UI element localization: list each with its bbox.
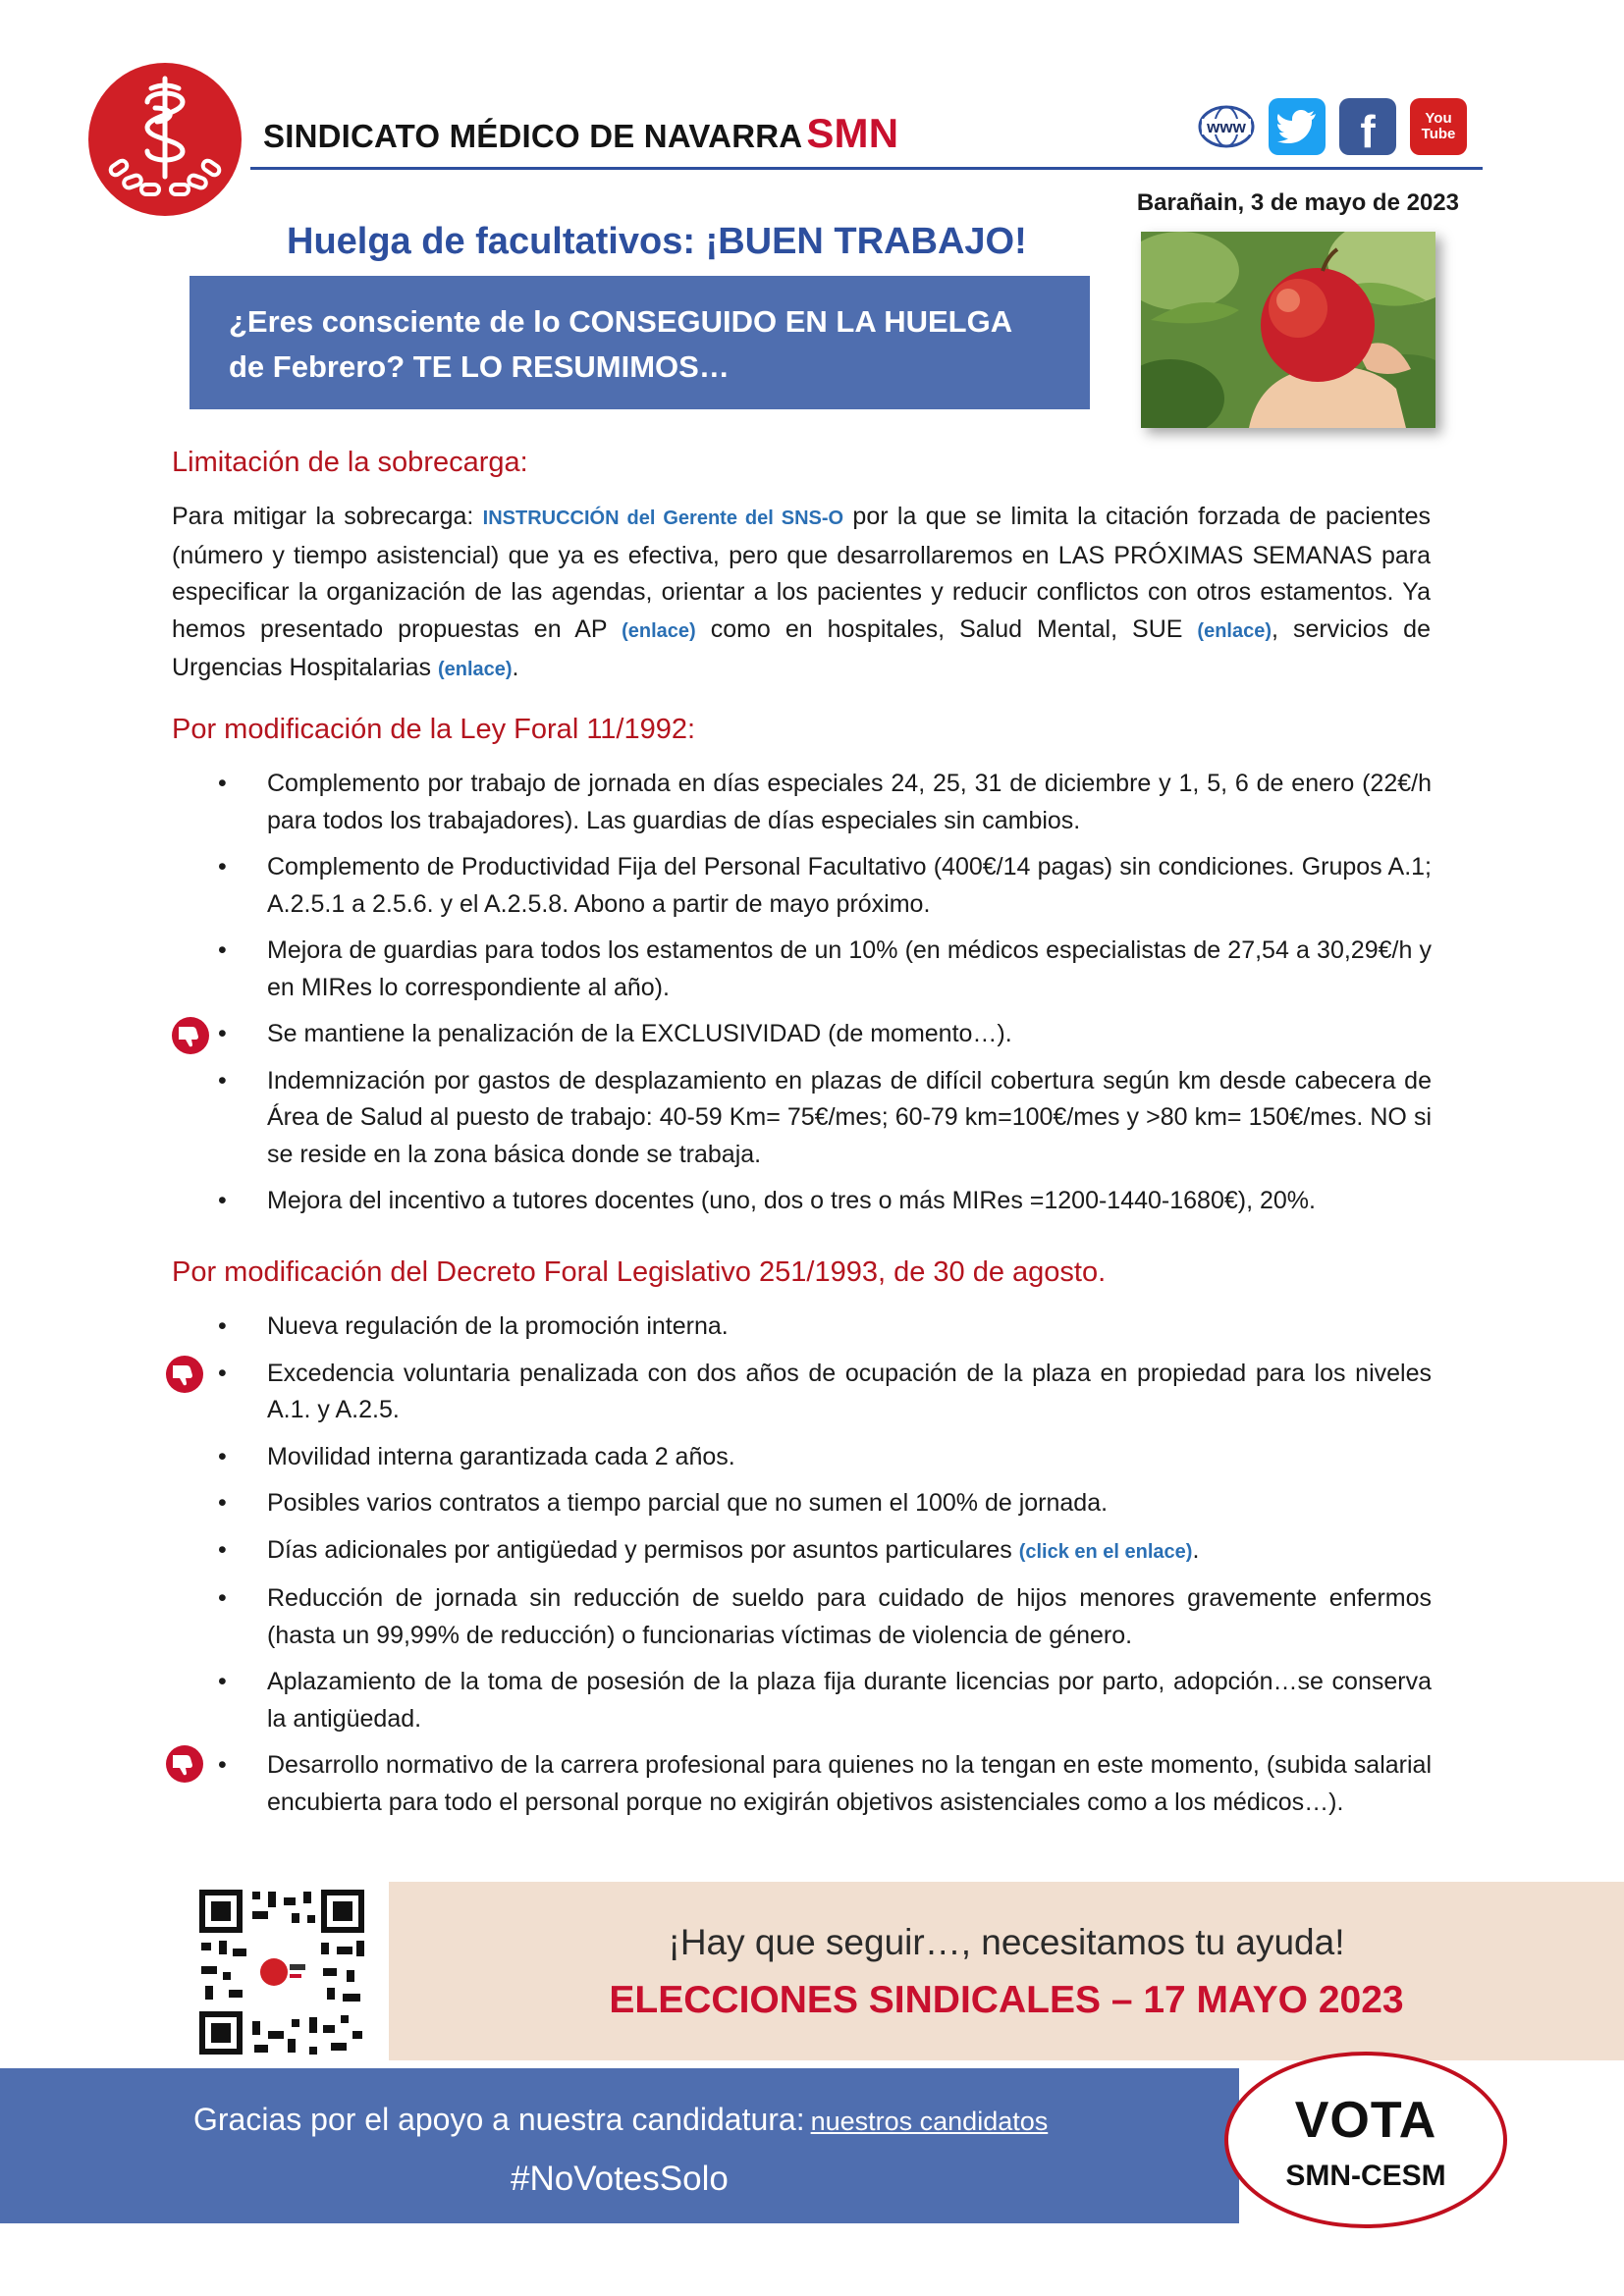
list-item: • Excedencia voluntaria penalizada con dos años de ocupación de la plaza en propiedad para los niveles A.1. y A.2.5.	[218, 1359, 1432, 1423]
vote-label: VOTA	[1294, 2092, 1437, 2149]
smn-logo	[86, 61, 244, 218]
list-item-text: Complemento por trabajo de jornada en días especiales 24, 25, 31 de diciembre y 1, 5, 6 de enero (22€/h para todos los trabajadores). Las guardias de días especiales sin cambios.	[267, 770, 1432, 834]
ley-foral-list	[218, 766, 1432, 1230]
section-heading-ley-foral: Por modificación de la Ley Foral 11/1992:	[172, 714, 696, 745]
thumbs-down-icon	[171, 1016, 210, 1055]
section-heading-overload: Limitación de la sobrecarga:	[172, 447, 528, 478]
footer-bar	[0, 2068, 1239, 2223]
list-item: • Complemento de Productividad Fija del Personal Facultativo (400€/14 pagas) sin condiciones. Grupos A.1; A.2.5.1 a 2.5.6. y el A.2.5.8. Abono a partir de mayo próximo.	[218, 853, 1432, 918]
list-item-text: Nueva regulación de la promoción interna.	[267, 1312, 729, 1340]
link-click-enlace[interactable]: (click en el enlace)	[1018, 1540, 1193, 1563]
list-item: • Indemnización por gastos de desplazamiento en plazas de difícil cobertura según km desde cabecera de Área de Salud al puesto de trabajo: 40-59 Km= 75€/mes; 60-79 km=100€/mes y >80 km= 150€/mes. NO si se reside en la zona básica donde se trabaja.	[218, 1066, 1432, 1168]
thumbs-down-icon	[165, 1744, 204, 1784]
list-item: • Se mantiene la penalización de la EXCLUSIVIDAD (de momento…).	[218, 1020, 1012, 1047]
thanks-text	[193, 2102, 1048, 2138]
org-name-text: SINDICATO MÉDICO DE NAVARRA	[263, 118, 803, 154]
list-item-text: Movilidad interna garantizada cada 2 años.	[267, 1442, 735, 1470]
thumbs-down-icon	[165, 1355, 204, 1394]
list-item-text: Posibles varios contratos a tiempo parcial que no sumen el 100% de jornada.	[267, 1489, 1109, 1517]
list-item-text: Se mantiene la penalización de la EXCLUSIVIDAD (de momento…).	[267, 1020, 1012, 1047]
date: Barañain, 3 de mayo de 2023	[1136, 189, 1459, 216]
youtube-icon[interactable]	[1410, 98, 1467, 155]
elections-banner: ELECCIONES SINDICALES – 17 MAYO 2023	[609, 1979, 1404, 2021]
list-item-text: Indemnización por gastos de desplazamiento en plazas de difícil cobertura según km desde cabecera de Área de Salud al puesto de trabajo: 40-59 Km= 75€/mes; 60-79 km=100€/mes y >80 km= 150€/mes. NO si se reside en la zona básica donde se trabaja.	[267, 1066, 1432, 1168]
thanks-label: Gracias por el apoyo a nuestra candidatura:	[193, 2102, 805, 2137]
link-enlace-ap[interactable]: (enlace)	[622, 619, 696, 642]
list-item-text: Aplazamiento de la toma de posesión de la plaza fija durante licencias por parto, adopción…se conserva la antigüedad.	[267, 1668, 1432, 1733]
list-item: • Desarrollo normativo de la carrera profesional para quienes no la tengan en este momento, (subida salarial encubierta para todo el personal porque no exigirán objetivos asistenciales como a los médicos…).	[218, 1751, 1432, 1816]
para-text: , servicios de Urgencias Hospitalarias	[172, 614, 1431, 681]
link-enlace-urgencias[interactable]: (enlace)	[437, 659, 513, 680]
link-enlace-sue[interactable]: (enlace)	[1197, 619, 1272, 642]
intro-line-2: de Febrero? TE LO RESUMIMOS…	[229, 349, 730, 384]
decreto-foral-list	[218, 1308, 1432, 1831]
header-divider	[250, 167, 1483, 170]
list-item: • Aplazamiento de la toma de posesión de la plaza fija durante licencias por parto, adopción…se conserva la antigüedad.	[218, 1668, 1432, 1733]
list-item-text: .	[1192, 1535, 1200, 1564]
qr-code[interactable]	[193, 1884, 370, 2060]
list-item: • Posibles varios contratos a tiempo parcial que no sumen el 100% de jornada.	[218, 1489, 1109, 1517]
www-label: www	[1207, 118, 1246, 136]
org-name	[263, 110, 898, 157]
list-item-text: Mejora del incentivo a tutores docentes (uno, dos o tres o más MIRes =1200-1440-1680€), 20%.	[267, 1187, 1316, 1214]
youtube-label: You Tube	[1421, 110, 1456, 142]
list-item: • Complemento por trabajo de jornada en días especiales 24, 25, 31 de diciembre y 1, 5, 6 de enero (22€/h para todos los trabajadores). Las guardias de días especiales sin cambios.	[218, 770, 1432, 834]
intro-box	[189, 276, 1090, 409]
section-overload-paragraph	[172, 499, 1431, 689]
twitter-icon[interactable]	[1269, 98, 1326, 155]
para-text: .	[512, 654, 519, 681]
list-item: • Mejora de guardias para todos los estamentos de un 10% (en médicos especialistas de 27,54 a 30,29€/h y en MIRes lo correspondiente al año).	[218, 936, 1432, 1001]
candidates-link[interactable]: nuestros candidatos	[810, 2107, 1049, 2136]
link-instruccion[interactable]: INSTRUCCIÓN del Gerente del SNS-O	[482, 507, 844, 529]
para-text: por la que se limita la citación forzada de pacientes (número y tiempo asistencial) que ya es efectiva, pero que desarrollaremos en LAS PRÓXIMAS SEMANAS para especificar la organización de las agendas, orientar a los pacientes y reducir conflictos con otros estamentos. Ya hemos presentado propuestas en AP	[172, 503, 1431, 643]
cta-headline: ¡Hay que seguir…, necesitamos tu ayuda!	[668, 1922, 1345, 1962]
org-acronym: SMN	[806, 110, 899, 156]
list-item-text: Mejora de guardias para todos los estamentos de un 10% (en médicos especialistas de 27,54 a 30,29€/h y en MIRes lo correspondiente al año).	[267, 936, 1432, 1001]
list-item-text: Días adicionales por antigüedad y permisos por asuntos particulares	[267, 1535, 1019, 1564]
list-item: • Mejora del incentivo a tutores docentes (uno, dos o tres o más MIRes =1200-1440-1680€), 20%.	[218, 1187, 1316, 1214]
para-text: como en hospitales, Salud Mental, SUE	[695, 614, 1198, 643]
list-item: • Movilidad interna garantizada cada 2 años.	[218, 1442, 735, 1470]
list-item: • Días adicionales por antigüedad y permisos por asuntos particulares (click en el enlace).	[218, 1535, 1200, 1564]
facebook-icon[interactable]	[1339, 98, 1396, 155]
vote-party: SMN-CESM	[1285, 2160, 1446, 2192]
social-links	[1198, 98, 1467, 155]
list-item-text: Complemento de Productividad Fija del Personal Facultativo (400€/14 pagas) sin condiciones. Grupos A.1; A.2.5.1 a 2.5.6. y el A.2.5.8. Abono a partir de mayo próximo.	[267, 853, 1432, 918]
list-item: • Reducción de jornada sin reducción de sueldo para cuidado de hijos menores gravemente enfermos (hasta un 99,99% de reducción) o funcionarias víctimas de violencia de género.	[218, 1584, 1432, 1649]
para-text: Para mitigar la sobrecarga:	[172, 503, 483, 530]
facebook-letter: f	[1360, 106, 1376, 157]
list-item-text: Desarrollo normativo de la carrera profesional para quienes no la tengan en este momento, (subida salarial encubierta para todo el personal porque no exigirán objetivos asistenciales como a los médicos…).	[267, 1751, 1432, 1816]
section-heading-decreto-foral: Por modificación del Decreto Foral Legislativo 251/1993, de 30 de agosto.	[172, 1256, 1107, 1288]
apple-photo	[1141, 232, 1435, 428]
list-item: • Nueva regulación de la promoción interna.	[218, 1312, 729, 1340]
list-item-text: Reducción de jornada sin reducción de sueldo para cuidado de hijos menores gravemente enfermos (hasta un 99,99% de reducción) o funcionarias víctimas de violencia de género.	[267, 1584, 1432, 1649]
intro-line-1: ¿Eres consciente de lo CONSEGUIDO EN LA HUELGA	[229, 304, 1013, 339]
hashtag: #NoVotesSolo	[511, 2160, 729, 2198]
list-item-text: Excedencia voluntaria penalizada con dos años de ocupación de la plaza en propiedad para los niveles A.1. y A.2.5.	[267, 1359, 1432, 1423]
page-title: Huelga de facultativos: ¡BUEN TRABAJO!	[287, 221, 1027, 262]
vote-badge	[1224, 2052, 1507, 2228]
cta-box	[389, 1882, 1624, 2060]
www-icon[interactable]	[1198, 98, 1255, 155]
